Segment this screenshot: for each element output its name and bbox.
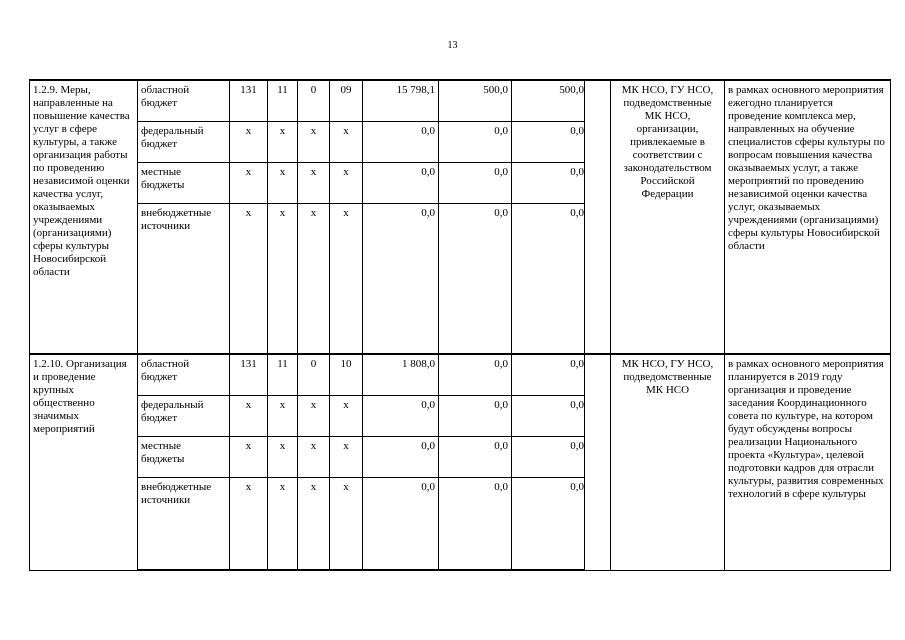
code-cell: 0 xyxy=(298,80,330,122)
funding-source-cell: областной бюджет xyxy=(138,80,230,122)
expected-result-cell: в рамках основного мероприятия планируется в 2019 году организация и проведение заседания Координационного совета по культуре, на котором будут обсуждены вопросы реализации Национального проекта «Культура», целевой подготовки кадров для отрасли культуры, развития современных технологий в сфере культуры xyxy=(725,354,891,570)
page-number: 13 xyxy=(447,40,458,51)
funding-source-cell: местные бюджеты xyxy=(138,437,230,478)
code-cell: x xyxy=(268,163,298,204)
activity-name-cell: 1.2.9. Меры, направленные на повышение качества услуг в сфере культуры, а также организация работы по проведению независимой оценки качества услуг, оказываемых учреждениями (организациями) сферы культуры Новосибирской области xyxy=(30,80,138,354)
code-cell: x xyxy=(268,122,298,163)
amount-cell: 0,0 xyxy=(439,122,512,163)
amount-cell: 0,0 xyxy=(512,354,585,396)
amount-cell: 0,0 xyxy=(439,437,512,478)
activity-name-cell: 1.2.10. Организация и проведение крупных общественно значимых мероприятий xyxy=(30,354,138,570)
code-cell: x xyxy=(298,478,330,571)
amount-cell: 500,0 xyxy=(439,80,512,122)
amount-cell: 0,0 xyxy=(439,478,512,571)
code-cell: x xyxy=(330,478,363,571)
empty-cell xyxy=(585,80,611,354)
code-cell: x xyxy=(268,437,298,478)
funding-source-cell: федеральный бюджет xyxy=(138,396,230,437)
code-cell: x xyxy=(268,204,298,355)
code-cell: x xyxy=(330,204,363,355)
funding-source-cell: внебюджетные источники xyxy=(138,478,230,571)
code-cell: x xyxy=(298,204,330,355)
amount-cell: 500,0 xyxy=(512,80,585,122)
amount-cell: 0,0 xyxy=(363,204,439,355)
code-cell: x xyxy=(268,478,298,571)
code-cell: 131 xyxy=(230,80,268,122)
code-cell: x xyxy=(230,478,268,571)
amount-cell: 0,0 xyxy=(512,396,585,437)
executors-cell: МК НСО, ГУ НСО, подведомственные МК НСО, организации, привлекаемые в соответствии с законодательством Российской Федерации xyxy=(611,80,725,354)
amount-cell: 0,0 xyxy=(512,204,585,355)
code-cell: 11 xyxy=(268,354,298,396)
funding-source-cell: областной бюджет xyxy=(138,354,230,396)
code-cell: x xyxy=(230,122,268,163)
amount-cell: 0,0 xyxy=(363,163,439,204)
funding-source-cell: внебюджетные источники xyxy=(138,204,230,355)
code-cell: x xyxy=(330,163,363,204)
amount-cell: 0,0 xyxy=(512,437,585,478)
program-activities-table xyxy=(29,79,891,571)
amount-cell: 0,0 xyxy=(439,396,512,437)
code-cell: x xyxy=(268,396,298,437)
code-cell: x xyxy=(330,437,363,478)
code-cell: x xyxy=(298,122,330,163)
funding-source-cell: федеральный бюджет xyxy=(138,122,230,163)
code-cell: 11 xyxy=(268,80,298,122)
code-cell: x xyxy=(230,163,268,204)
code-cell: x xyxy=(230,396,268,437)
code-cell: x xyxy=(298,163,330,204)
table-row xyxy=(30,80,891,122)
amount-cell: 15 798,1 xyxy=(363,80,439,122)
code-cell: 10 xyxy=(330,354,363,396)
code-cell: x xyxy=(330,122,363,163)
amount-cell: 0,0 xyxy=(363,396,439,437)
executors-cell: МК НСО, ГУ НСО, подведомственные МК НСО xyxy=(611,354,725,570)
code-cell: 131 xyxy=(230,354,268,396)
code-cell: x xyxy=(298,396,330,437)
amount-cell: 1 808,0 xyxy=(363,354,439,396)
amount-cell: 0,0 xyxy=(512,163,585,204)
amount-cell: 0,0 xyxy=(439,204,512,355)
code-cell: x xyxy=(230,437,268,478)
code-cell: 0 xyxy=(298,354,330,396)
code-cell: x xyxy=(298,437,330,478)
empty-cell xyxy=(585,354,611,570)
code-cell: x xyxy=(230,204,268,355)
table-row xyxy=(30,354,891,396)
expected-result-cell: в рамках основного мероприятия ежегодно планируется проведение комплекса мер, направленных на обучение специалистов сферы культуры по вопросам повышения качества оказываемых услуг, а также мероприятий по проведению независимой оценки качества услуг, оказываемых учреждениями (организациями) сферы культуры Новосибирской области xyxy=(725,80,891,354)
amount-cell: 0,0 xyxy=(363,437,439,478)
amount-cell: 0,0 xyxy=(363,122,439,163)
amount-cell: 0,0 xyxy=(363,478,439,571)
amount-cell: 0,0 xyxy=(439,354,512,396)
amount-cell: 0,0 xyxy=(512,478,585,571)
code-cell: 09 xyxy=(330,80,363,122)
amount-cell: 0,0 xyxy=(512,122,585,163)
amount-cell: 0,0 xyxy=(439,163,512,204)
funding-source-cell: местные бюджеты xyxy=(138,163,230,204)
code-cell: x xyxy=(330,396,363,437)
